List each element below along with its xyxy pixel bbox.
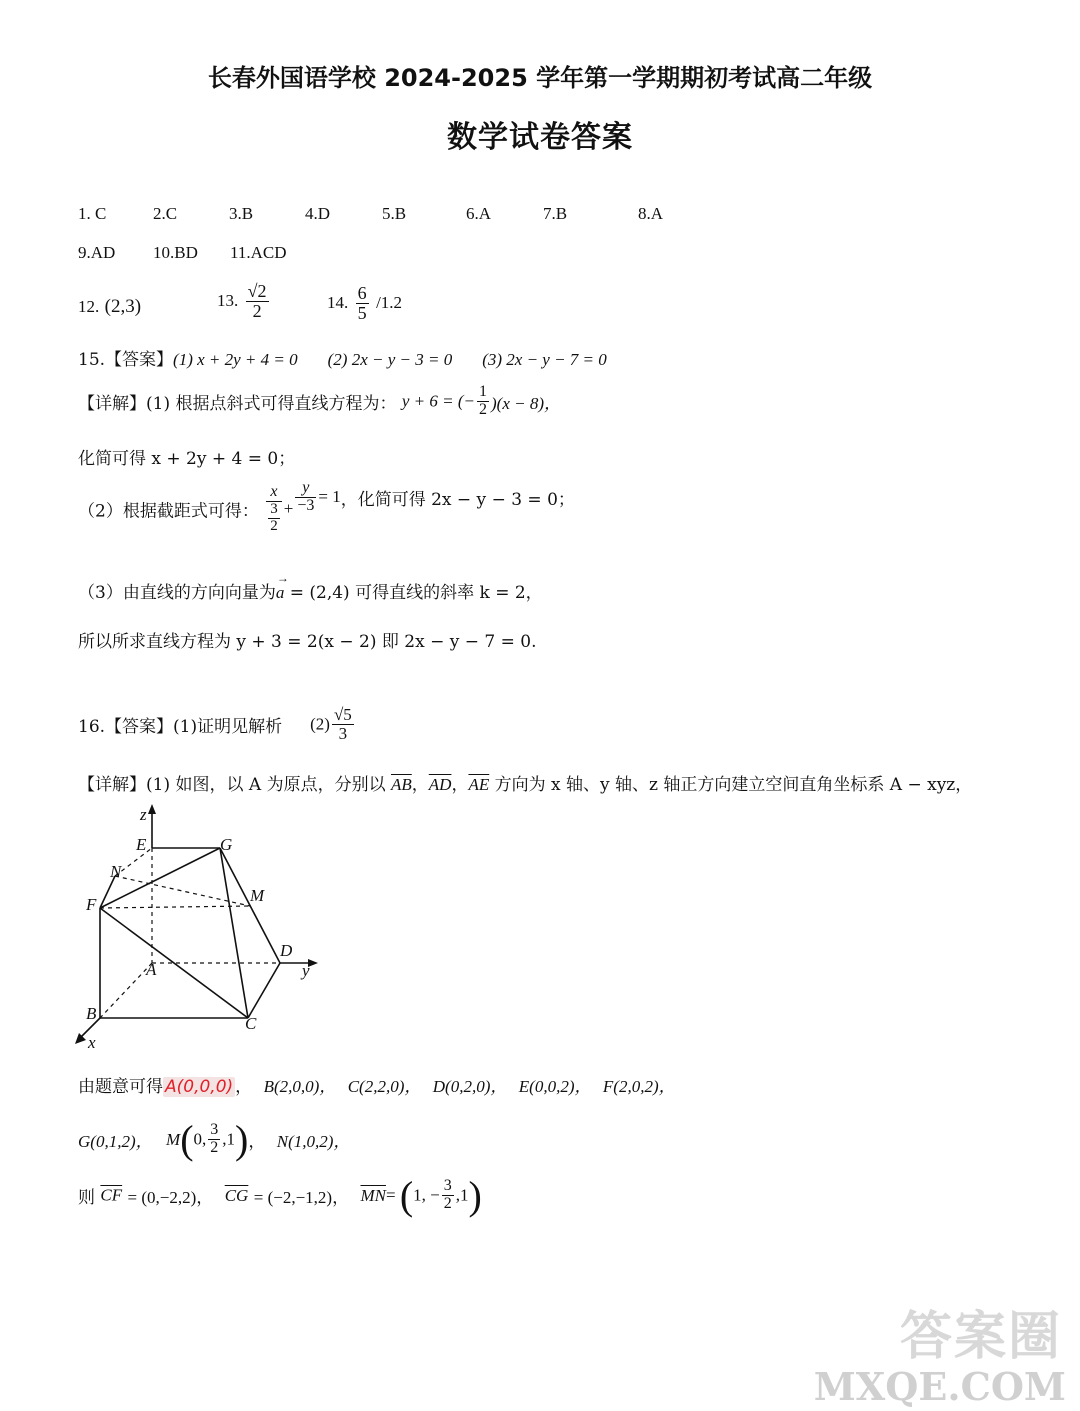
q12-answer bbox=[78, 296, 141, 318]
label-e: E bbox=[136, 835, 147, 854]
q15-detail-1 bbox=[78, 384, 561, 419]
mc-answer-1: 1. C bbox=[78, 204, 107, 223]
label-g: G bbox=[220, 835, 233, 854]
vector-mn-num: 3 bbox=[443, 1177, 452, 1195]
edge-a-b-hidden bbox=[100, 963, 152, 1018]
coord-a-highlight: A(0,0,0) bbox=[165, 1077, 234, 1097]
label-m: M bbox=[250, 886, 265, 905]
vector-arrow-icon: → bbox=[276, 571, 289, 585]
mc-answer-3: 3.B bbox=[229, 204, 254, 223]
label-z: z bbox=[140, 805, 147, 824]
coord-m-label: M bbox=[166, 1129, 181, 1149]
q15-detail-3-conclusion: 所以所求直线方程为 y + 3 = 2(x − 2) 即 2x − y − 7 = 0. bbox=[78, 632, 537, 652]
vector-cg: $\overline{CG}$ bbox=[224, 1185, 249, 1205]
label-a: A bbox=[146, 960, 157, 979]
coord-e: E(0,0,2)， bbox=[518, 1077, 592, 1096]
coord-m-b: ,1 bbox=[222, 1129, 236, 1149]
q15-detail-1-eq-b: )(x − 8)， bbox=[491, 393, 562, 413]
q13-numerator: √2 bbox=[247, 281, 267, 301]
q15-detail-1-eq-a: y + 6 = (− bbox=[401, 391, 476, 411]
vector-mn: $\overline{MN}$ bbox=[360, 1185, 386, 1205]
z-axis-arrow-icon bbox=[148, 804, 156, 814]
q16-answer-2-label: (2) bbox=[310, 714, 330, 734]
q15-answer-line bbox=[78, 345, 607, 370]
q14-numerator: 6 bbox=[357, 283, 367, 303]
vector-ae: $\overline{AE}$ bbox=[468, 775, 490, 794]
q14-denominator: 5 bbox=[357, 302, 367, 323]
q15-detail-2-plus: + bbox=[283, 499, 294, 519]
q12-label: 12. bbox=[78, 297, 100, 316]
q15-detail-3-mid: = (2,4) 可得直线的斜率 k = 2， bbox=[284, 583, 543, 603]
exam-title: 长春外国语学校 2024-2025 学年第一学期期初考试高二年级 bbox=[207, 64, 873, 92]
mc-answer-4: 4.D bbox=[305, 204, 331, 223]
q15-detail-2-y-den: −3 bbox=[297, 496, 315, 514]
vector-mn-c: ,1 bbox=[455, 1185, 469, 1205]
q15-detail-2-inner-num: 3 bbox=[270, 500, 278, 517]
vector-mn-eq: = bbox=[385, 1185, 400, 1205]
edge-f-m-hidden bbox=[100, 906, 250, 908]
coord-c: C(2,2,0)， bbox=[347, 1077, 422, 1096]
q16-detail-1: 【详解】(1) 如图，以 A 为原点，分别以 $\overline{AB}$，$\overline{AD}$，$\overline{AE}$ 方向为 x 轴、y 轴、z 轴正方向建立空间直角坐标系 A − xyz， bbox=[78, 775, 973, 795]
q15-detail-2-eq: = 1 bbox=[318, 487, 341, 507]
coord-b: B(2,0,0)， bbox=[263, 1077, 337, 1096]
watermark-site: MXQE.COM bbox=[813, 1364, 1066, 1409]
q15-answer-label: 15.【答案】 bbox=[78, 350, 174, 370]
mc-answer-5: 5.B bbox=[382, 204, 407, 223]
q14-label: 14. bbox=[327, 292, 349, 312]
coord-f: F(2,0,2)， bbox=[602, 1077, 676, 1096]
q13-label: 13. bbox=[217, 290, 239, 310]
q16-vectors-line: 则 $\overline{CF} = (0,-2,2)$， $\overline{CG} = (-2,-1,2)$， $\overline{MN}= (1$, − $\frac{3}{2}$ ,1) bbox=[78, 1173, 482, 1218]
coord-m-a: 0, bbox=[193, 1129, 207, 1149]
q14-fraction bbox=[356, 284, 369, 323]
label-d: D bbox=[280, 941, 293, 960]
q16-coordinates-line-1: 由题意可得 A(0,0,0) ， B(2,0,0)， C(2,2,0)， D(0,2,0)， E(0,0,2)， F(2,0,2)， bbox=[78, 1077, 676, 1097]
answer-sheet-title: 数学试卷答案 bbox=[447, 120, 633, 155]
vector-mn-b: 1, − bbox=[413, 1185, 440, 1205]
q15-detail-2-y: y bbox=[295, 480, 316, 498]
q15-detail-2-inner-fraction bbox=[268, 502, 280, 535]
q15-answer-1: (1) x + 2y + 4 = 0 bbox=[173, 350, 298, 369]
q15-detail-2-x: x bbox=[266, 484, 282, 502]
q15-answer-3: (3) 2x − y − 7 = 0 bbox=[482, 350, 607, 369]
q15-detail-1-den: 2 bbox=[479, 400, 488, 418]
label-f: F bbox=[86, 895, 97, 914]
q15-direction-vector bbox=[275, 571, 289, 602]
label-y: y bbox=[302, 961, 310, 980]
label-n: N bbox=[110, 862, 122, 881]
vectors-prefix: 则 bbox=[78, 1188, 95, 1208]
coords-prefix: 由题意可得 bbox=[78, 1077, 163, 1097]
label-x: x bbox=[88, 1033, 96, 1052]
coord-m-num: 3 bbox=[210, 1121, 219, 1139]
q15-detail-1-simplified: 化简可得 x + 2y + 4 = 0； bbox=[78, 449, 296, 469]
q15-detail-3 bbox=[78, 571, 543, 603]
q15-detail-2-text: （2）根据截距式可得： bbox=[78, 501, 259, 522]
q15-detail-3-text: （3）由直线的方向向量为 bbox=[78, 583, 276, 603]
q16-answer-1: (1)证明见解析 bbox=[173, 716, 283, 737]
q15-detail-2-x-denominator bbox=[266, 502, 282, 535]
q16-detail-prefix: 【详解】(1) 如图，以 A 为原点，分别以 bbox=[78, 775, 386, 795]
mc-answer-6: 6.A bbox=[466, 204, 492, 223]
q15-detail-1-fraction bbox=[477, 384, 489, 419]
vector-cg-value: = (−2,−1,2)， bbox=[253, 1188, 350, 1207]
vector-ad: $\overline{AD}$ bbox=[428, 775, 452, 794]
q16-detail-suffix: 方向为 x 轴、y 轴、z 轴正方向建立空间直角坐标系 A − xyz， bbox=[494, 775, 973, 795]
q16-answer-2-num: √5 bbox=[333, 705, 352, 724]
q16-answer-2-den: 3 bbox=[338, 723, 348, 743]
q15-detail-2-y-fraction bbox=[295, 480, 316, 515]
vector-mn-den: 2 bbox=[443, 1195, 452, 1212]
q16-answer-2-fraction bbox=[332, 706, 354, 743]
mc-answer-9: 9.AD bbox=[78, 243, 116, 262]
q16-answer-label: 16.【答案】 bbox=[78, 716, 174, 737]
q14-answer bbox=[327, 284, 402, 323]
mc-answer-11: 11.ACD bbox=[230, 243, 287, 262]
coord-m-fraction bbox=[208, 1122, 220, 1157]
q15-direction-vector-letter: a bbox=[275, 583, 285, 602]
mc-answer-7: 7.B bbox=[543, 204, 568, 223]
q13-answer bbox=[217, 282, 271, 321]
coord-d: D(0,2,0)， bbox=[432, 1077, 508, 1096]
mc-answer-8: 8.A bbox=[638, 204, 664, 223]
coord-n: N(1,0,2)， bbox=[276, 1132, 351, 1151]
coord-g: G(0,1,2)， bbox=[78, 1132, 153, 1151]
q15-detail-1-num: 1 bbox=[479, 383, 488, 400]
q16-answer-line bbox=[78, 706, 356, 743]
q14-alt: /1.2 bbox=[376, 292, 403, 312]
q15-detail-2-inner-den: 2 bbox=[270, 517, 278, 534]
coord-m-den: 2 bbox=[210, 1139, 219, 1156]
label-b: B bbox=[86, 1004, 97, 1023]
q13-denominator: 2 bbox=[252, 300, 262, 321]
q15-answer-2: (2) 2x − y − 3 = 0 bbox=[327, 350, 453, 369]
q16-coordinates-line-2: G(0,1,2)， M(0, $\frac{3}{2}$ ,1)， N(1,0,2)， bbox=[78, 1117, 351, 1162]
mc-answer-2: 2.C bbox=[153, 204, 178, 223]
watermark-logo: 答案圈 bbox=[899, 1306, 1062, 1367]
vector-mn-fraction bbox=[442, 1178, 454, 1213]
edge-d-c bbox=[248, 963, 280, 1018]
q15-detail-2 bbox=[78, 478, 575, 534]
label-c: C bbox=[245, 1014, 257, 1033]
vector-cf-value: = (0,−2,2)， bbox=[127, 1188, 214, 1207]
vector-cf: $\overline{CF}$ bbox=[100, 1185, 123, 1205]
q15-detail-2-x-fraction bbox=[266, 484, 282, 534]
q13-fraction bbox=[246, 282, 269, 321]
q15-detail-1-text: 【详解】(1) 根据点斜式可得直线方程为： bbox=[78, 393, 397, 414]
mc-answer-10: 10.BD bbox=[153, 243, 198, 262]
coordinate-figure bbox=[70, 800, 330, 1052]
q12-value: (2,3) bbox=[104, 296, 142, 317]
vector-ab: $\overline{AB}$ bbox=[390, 775, 412, 794]
q15-detail-2-suffix: ，化简可得 2x − y − 3 = 0； bbox=[340, 489, 575, 510]
